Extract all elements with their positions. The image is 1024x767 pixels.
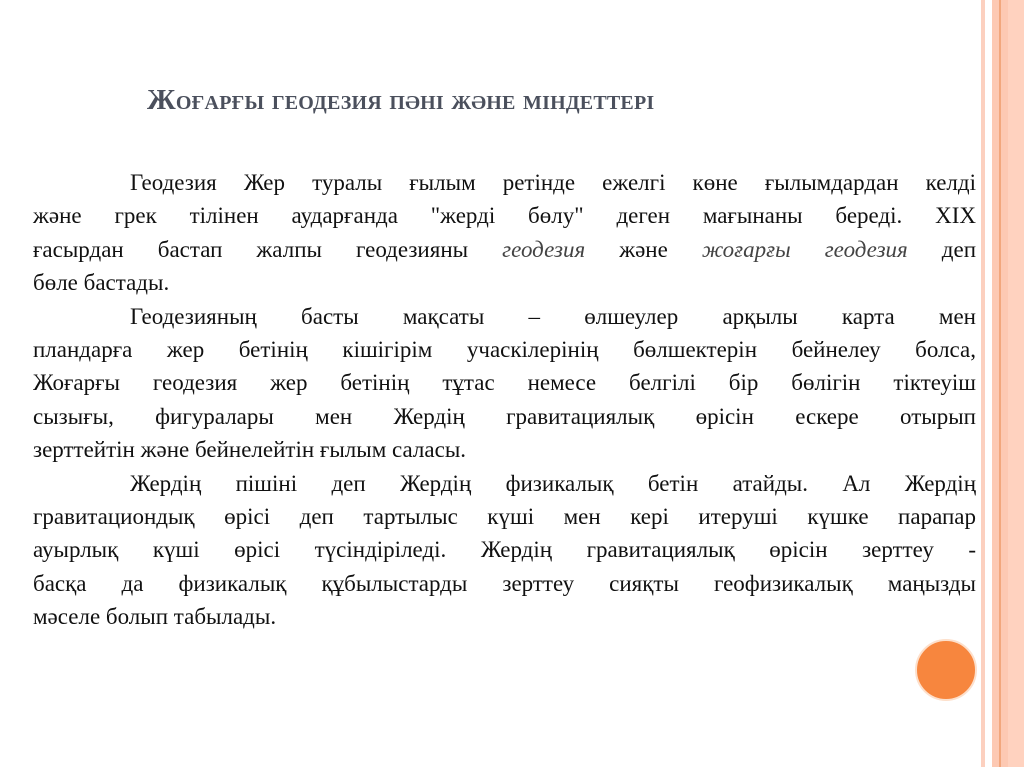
text-line: басқа да физикалық құбылыстарды зерттеу сияқты геофизикалық маңызды — [33, 570, 976, 596]
slide-title: Жоғарғы геодезия пәні және міндеттері — [147, 84, 655, 116]
decorative-circle-icon — [915, 639, 977, 701]
text-line: ауырлық күші өрісі түсіндіріледі. Жердің гравитациялық өрісін зерттеу - — [33, 537, 976, 563]
decorative-border-stripe — [981, 0, 985, 767]
text-line: Геодезия Жер туралы ғылым ретінде ежелгі көне ғылымдардан келді — [130, 170, 976, 195]
italic-term: геодезия — [502, 236, 586, 262]
decorative-border-line — [999, 0, 1001, 767]
italic-term: жоғарғы геодезия — [701, 236, 908, 262]
text-line — [33, 233, 976, 266]
decorative-border-band-light — [1008, 0, 1024, 767]
paragraph-2 — [33, 300, 976, 467]
text-line: Жоғарғы геодезия жер бетінің тұтас немесе белгілі бір бөлігін тіктеуіш — [33, 370, 976, 396]
text-line: Жердің пішіні деп Жердің физикалық бетін атайды. Ал Жердің — [130, 470, 976, 496]
text-line: зерттейтін және бейнелейтін ғылым саласы. — [33, 437, 467, 463]
text-segment: деп — [907, 236, 977, 262]
paragraph-3 — [33, 467, 976, 634]
text-line: пландарға жер бетінің кішігірім учаскілерінің бөлшектерін бейнелеу болса, — [33, 337, 976, 363]
text-line: бөле бастады. — [33, 270, 170, 296]
text-line: және грек тілінен аударғанда "жерді бөлу" деген мағынаны береді. XIX — [33, 203, 976, 229]
slide-body — [33, 166, 976, 634]
paragraph-1 — [33, 166, 976, 300]
text-line: сызығы, фигуралары мен Жердің гравитациялық өрісін ескере отырып — [33, 403, 976, 429]
text-line: гравитациондық өрісі деп тартылыс күші мен кері итеруші күшке парапар — [33, 504, 976, 530]
text-line: мәселе болып табылады. — [33, 604, 277, 630]
text-segment: ғасырдан бастап жалпы геодезияны — [33, 236, 503, 262]
text-line: Геодезияның басты мақсаты – өлшеулер арқылы карта мен — [130, 303, 976, 329]
text-segment: және — [585, 236, 702, 262]
